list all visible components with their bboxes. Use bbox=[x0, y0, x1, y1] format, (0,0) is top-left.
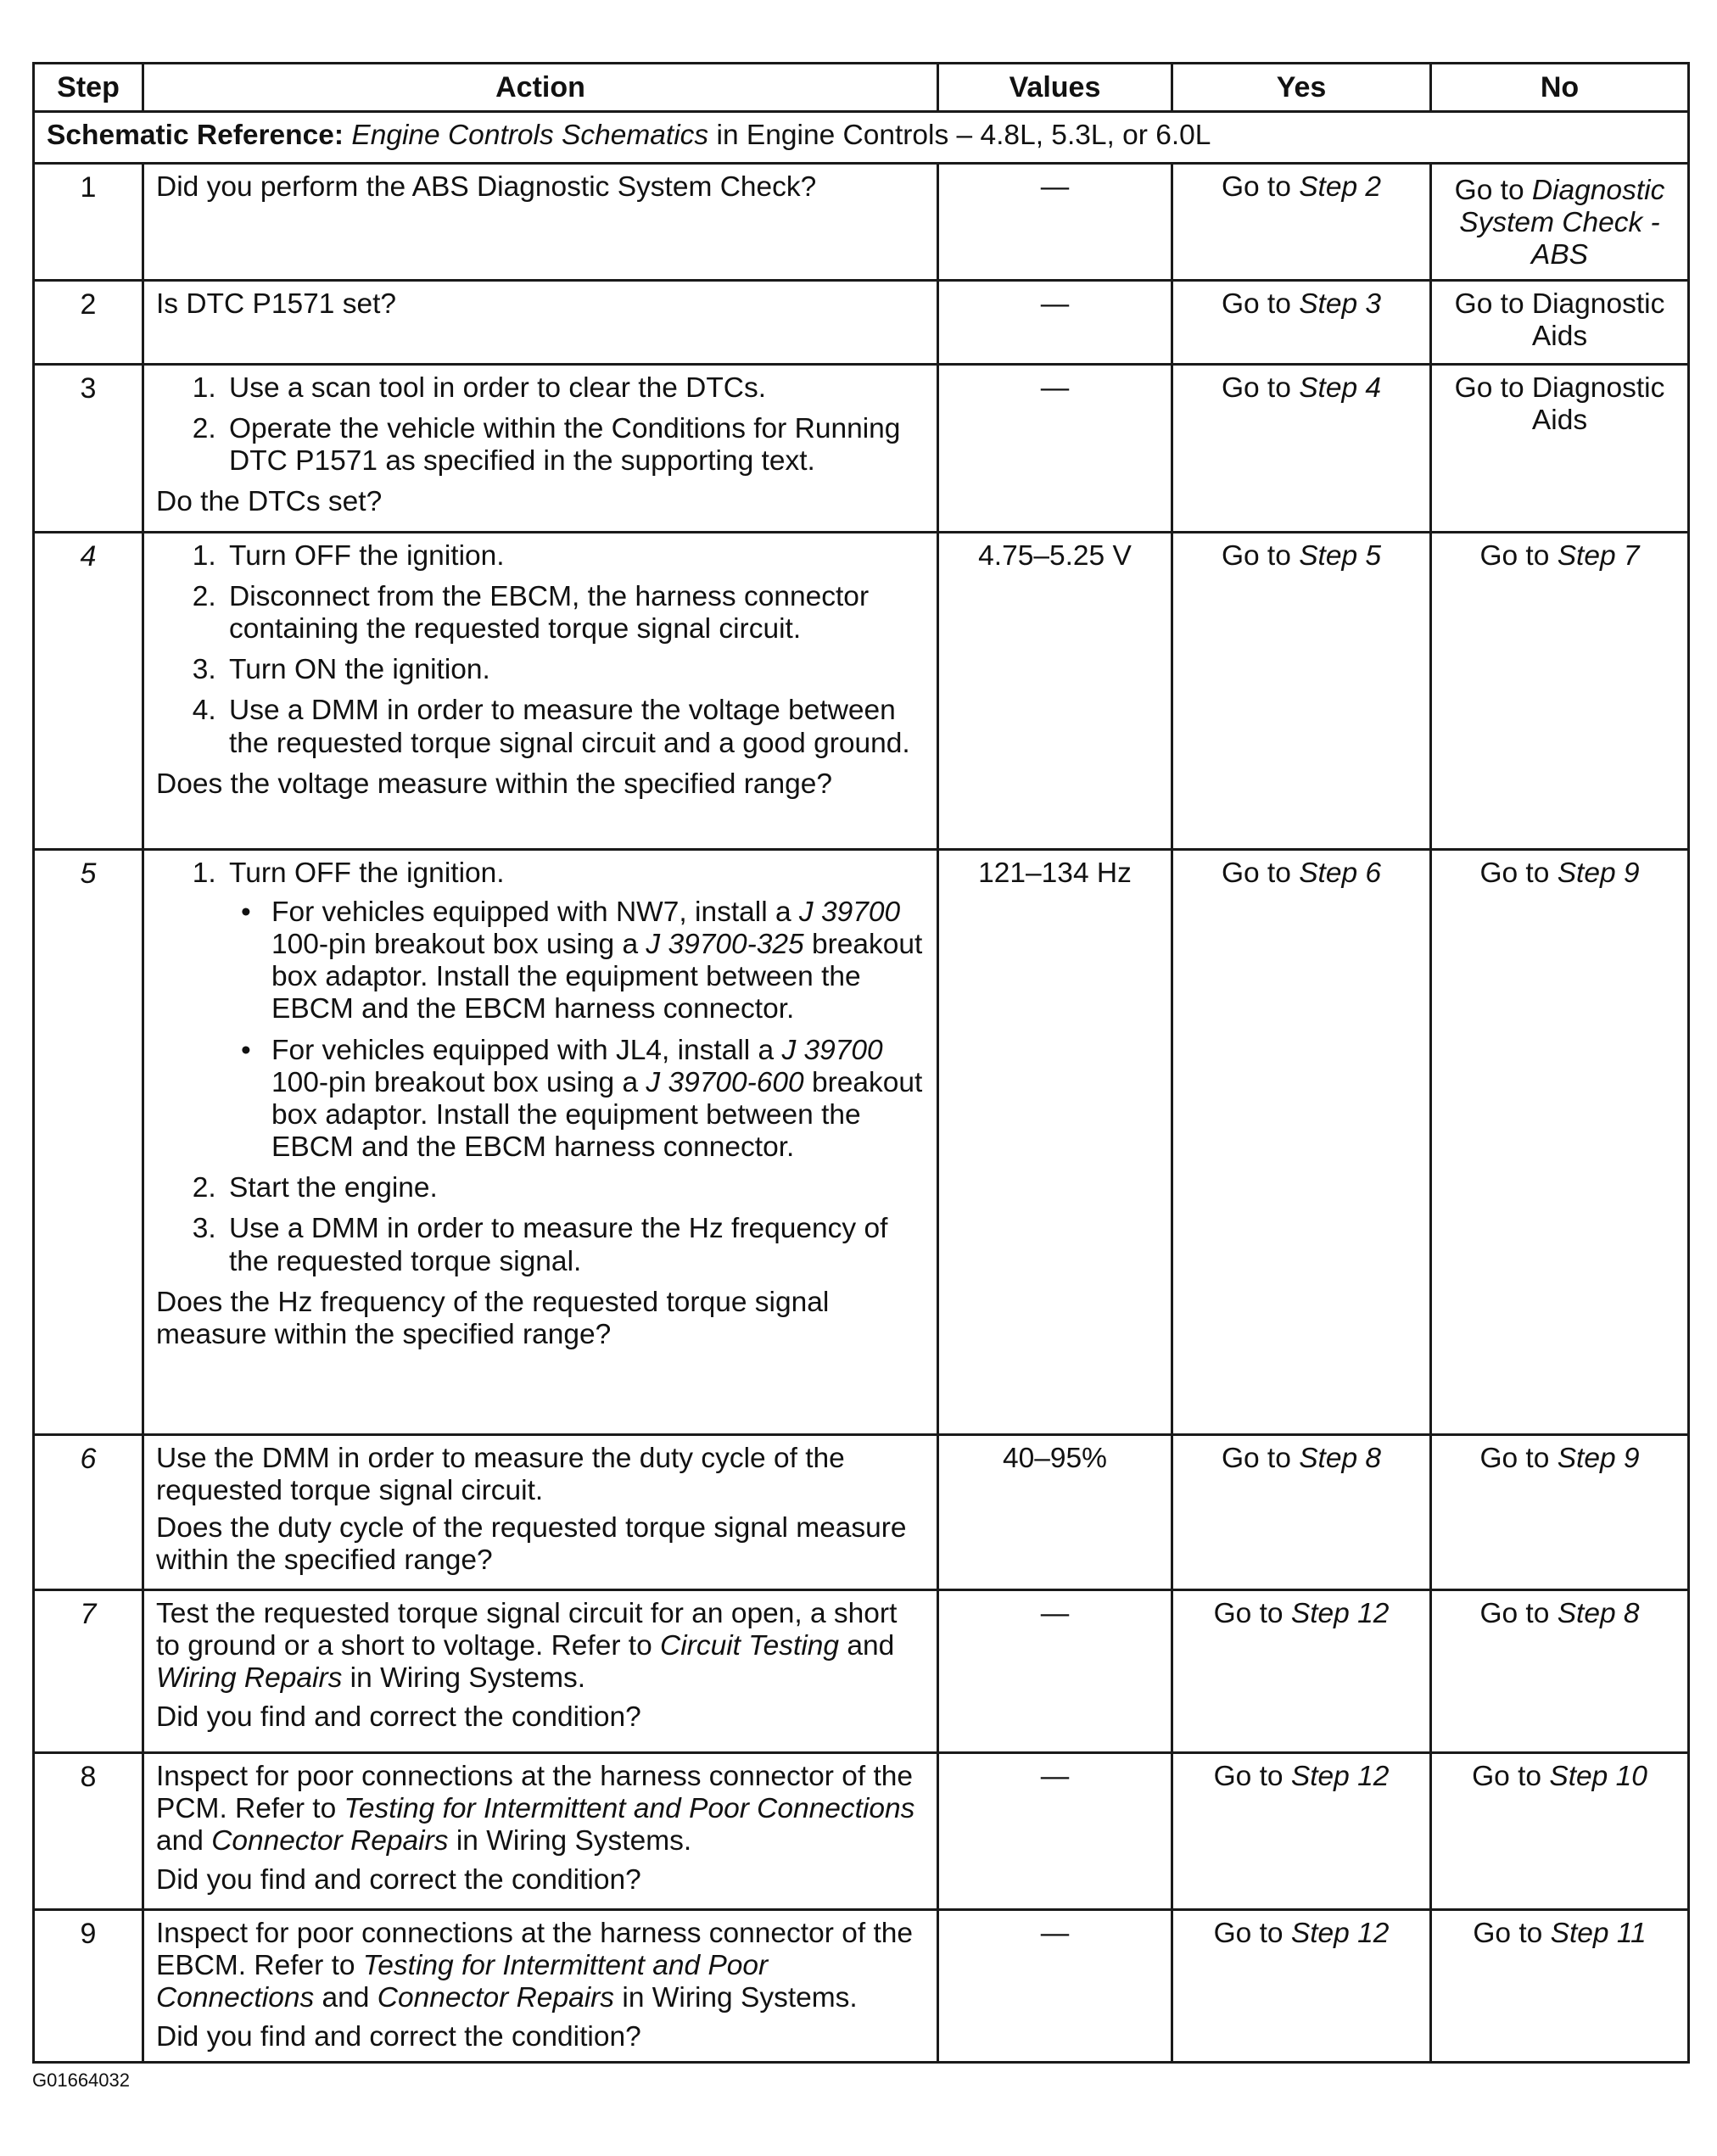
action-text-part: Test the requested torque signal circuit for an open, a short to ground or a short to voltage. Refer to bbox=[156, 1597, 898, 1662]
yes-cell[interactable] bbox=[1172, 532, 1431, 849]
action-cell bbox=[143, 1752, 938, 1909]
no-cell[interactable] bbox=[1431, 280, 1689, 364]
goto-text: Go to bbox=[1473, 1917, 1551, 1949]
adaptor-link[interactable]: J 39700-325 bbox=[646, 928, 804, 960]
header-values: Values bbox=[938, 64, 1172, 112]
yes-step-link[interactable]: Step 5 bbox=[1299, 539, 1382, 572]
no-diagnostic-aids[interactable]: Go to Diagnostic Aids bbox=[1454, 371, 1665, 436]
action-cell bbox=[143, 1589, 938, 1752]
no-step-link[interactable]: Step 8 bbox=[1557, 1597, 1640, 1629]
yes-cell[interactable] bbox=[1172, 849, 1431, 1434]
goto-text: Go to bbox=[1221, 371, 1300, 404]
action-text-part: Wiring Systems. bbox=[380, 1662, 586, 1694]
goto-text: Go to bbox=[1221, 1442, 1300, 1474]
value-cell: 40–95% bbox=[938, 1434, 1172, 1589]
action-text bbox=[156, 1918, 925, 2015]
yes-cell[interactable] bbox=[1172, 364, 1431, 532]
bullet-text: breakout box adaptor. Install the equipment between the EBCM and the EBCM harness connector. bbox=[271, 928, 923, 1025]
no-step-link[interactable]: Step 9 bbox=[1557, 857, 1640, 889]
schematic-label: Schematic Reference: bbox=[47, 120, 344, 151]
goto-text: Go to bbox=[1213, 1760, 1291, 1792]
schematic-mid: in bbox=[708, 120, 747, 151]
action-step: 2. Start the engine. bbox=[224, 1172, 925, 1204]
step-number: 5 bbox=[34, 849, 143, 1434]
step-number: 8 bbox=[34, 1752, 143, 1909]
wiring-repairs-link[interactable]: Wiring Repairs bbox=[156, 1662, 343, 1694]
adaptor-link[interactable]: J 39700-600 bbox=[646, 1066, 804, 1098]
no-step-link[interactable]: Step 9 bbox=[1557, 1442, 1640, 1474]
schematic-suffix: Engine Controls – 4.8L, 5.3L, or 6.0L bbox=[746, 120, 1211, 151]
yes-cell[interactable] bbox=[1172, 1909, 1431, 2062]
table-row bbox=[34, 849, 1689, 1434]
action-text-part: Wiring Systems. bbox=[652, 1981, 858, 2014]
value-cell: 4.75–5.25 V bbox=[938, 532, 1172, 849]
value-cell: — bbox=[938, 164, 1172, 281]
schematic-reference bbox=[34, 112, 1689, 164]
value-cell: — bbox=[938, 280, 1172, 364]
action-text-part: and bbox=[839, 1629, 895, 1662]
action-question: Did you perform the ABS Diagnostic System Check? bbox=[156, 171, 817, 203]
table-row bbox=[34, 364, 1689, 532]
action-cell bbox=[143, 164, 938, 281]
no-diagnostic-link[interactable]: Diagnostic System Check - ABS bbox=[1459, 175, 1665, 271]
goto-text: Go to bbox=[1472, 1760, 1550, 1792]
goto-text: Go to bbox=[1479, 1442, 1558, 1474]
no-cell[interactable] bbox=[1431, 1909, 1689, 2062]
action-text: Use the DMM in order to measure the duty cycle of the requested torque signal circuit. bbox=[156, 1442, 845, 1506]
action-cell bbox=[143, 1434, 938, 1589]
goto-text: Go to bbox=[1221, 288, 1300, 320]
connector-repairs-link[interactable]: Connector Repairs bbox=[211, 1824, 449, 1857]
goto-text: Go to bbox=[1213, 1597, 1291, 1629]
yes-step-link[interactable]: Step 2 bbox=[1299, 171, 1382, 203]
action-cell bbox=[143, 532, 938, 849]
action-step bbox=[224, 857, 925, 1165]
bullet-text: For vehicles equipped with JL4, install a bbox=[271, 1034, 782, 1066]
action-step: 3. Use a DMM in order to measure the Hz frequency of the requested torque signal. bbox=[224, 1213, 925, 1277]
value-cell: — bbox=[938, 1589, 1172, 1752]
action-steps bbox=[156, 857, 925, 1278]
bullet-text: breakout box adaptor. Install the equipment between the EBCM and the EBCM harness connector. bbox=[271, 1066, 923, 1164]
action-question: Is DTC P1571 set? bbox=[156, 288, 397, 320]
connector-repairs-link[interactable]: Connector Repairs bbox=[377, 1981, 615, 2014]
action-steps bbox=[156, 540, 925, 760]
action-question: Does the voltage measure within the specified range? bbox=[156, 768, 833, 800]
figure-id: G01664032 bbox=[32, 2069, 130, 2091]
no-step-link[interactable]: Step 10 bbox=[1549, 1760, 1647, 1792]
step-number: 3 bbox=[34, 364, 143, 532]
no-cell[interactable] bbox=[1431, 364, 1689, 532]
action-question: Do the DTCs set? bbox=[156, 486, 383, 518]
action-step: 2. Operate the vehicle within the Conditions for Running DTC P1571 as specified in the supporting text. bbox=[224, 413, 925, 478]
action-text-part: in bbox=[448, 1824, 487, 1857]
action-text-part: and bbox=[156, 1824, 212, 1857]
no-cell[interactable] bbox=[1431, 1589, 1689, 1752]
action-step: 3. Turn ON the ignition. bbox=[224, 654, 925, 686]
tool-link[interactable]: J 39700 bbox=[781, 1034, 883, 1066]
schematic-link[interactable]: Engine Controls Schematics bbox=[351, 120, 709, 151]
yes-step-link[interactable]: Step 12 bbox=[1290, 1760, 1390, 1792]
action-text-part: and bbox=[314, 1981, 378, 2014]
yes-cell[interactable] bbox=[1172, 164, 1431, 281]
action-step-text: Turn OFF the ignition. bbox=[229, 857, 505, 889]
step-number: 6 bbox=[34, 1434, 143, 1589]
action-step: 4. Use a DMM in order to measure the voltage between the requested torque signal circuit and a good ground. bbox=[224, 695, 925, 759]
action-bullets bbox=[229, 896, 925, 1165]
action-cell bbox=[143, 849, 938, 1434]
action-text-part: Inspect for poor connections at the harness connector of the PCM. Refer to bbox=[156, 1760, 914, 1824]
bullet-text: 100-pin breakout box using a bbox=[271, 1066, 646, 1098]
no-cell[interactable] bbox=[1431, 532, 1689, 849]
action-question: Does the Hz frequency of the requested torque signal measure within the specified range? bbox=[156, 1286, 830, 1350]
goto-text: Go to bbox=[1479, 1597, 1558, 1629]
no-step-link[interactable]: Step 11 bbox=[1550, 1917, 1647, 1949]
bullet-text: 100-pin breakout box using a bbox=[271, 928, 646, 960]
goto-text: Go to bbox=[1221, 857, 1300, 889]
step-number: 9 bbox=[34, 1909, 143, 2062]
action-text bbox=[156, 1761, 925, 1858]
intermittent-testing-link[interactable]: Testing for Intermittent and Poor Connections bbox=[344, 1792, 915, 1824]
action-question: Does the duty cycle of the requested torque signal measure within the specified range? bbox=[156, 1511, 907, 1577]
action-question: Did you find and correct the condition? bbox=[156, 1701, 641, 1734]
action-steps bbox=[156, 372, 925, 478]
action-cell bbox=[143, 1909, 938, 2062]
bullet-item bbox=[266, 1035, 925, 1165]
goto-text: Go to bbox=[1479, 539, 1558, 572]
action-text-part: in bbox=[614, 1981, 652, 2014]
yes-cell[interactable] bbox=[1172, 1434, 1431, 1589]
intermittent-testing-link[interactable]: Testing for Intermittent and Poor Connections bbox=[156, 1949, 769, 2014]
action-text-part: Inspect for poor connections at the harness connector of the EBCM. Refer to bbox=[156, 1917, 914, 1981]
header-action: Action bbox=[143, 64, 938, 112]
goto-text: Go to bbox=[1454, 175, 1532, 206]
circuit-testing-link[interactable]: Circuit Testing bbox=[660, 1629, 840, 1662]
table-row bbox=[34, 164, 1689, 281]
yes-step-link[interactable]: Step 4 bbox=[1299, 371, 1382, 404]
action-cell bbox=[143, 364, 938, 532]
yes-step-link[interactable]: Step 12 bbox=[1290, 1597, 1390, 1629]
step-number: 1 bbox=[34, 164, 143, 281]
table-row bbox=[34, 1589, 1689, 1752]
yes-step-link[interactable]: Step 8 bbox=[1299, 1442, 1382, 1474]
header-row bbox=[34, 64, 1689, 112]
header-no: No bbox=[1431, 64, 1689, 112]
header-yes: Yes bbox=[1172, 64, 1431, 112]
action-text bbox=[156, 1598, 925, 1695]
bullet-item bbox=[266, 896, 925, 1026]
action-step: 1. Use a scan tool in order to clear the DTCs. bbox=[224, 372, 925, 405]
yes-cell[interactable] bbox=[1172, 280, 1431, 364]
yes-step-link[interactable]: Step 6 bbox=[1299, 857, 1382, 889]
yes-step-link[interactable]: Step 3 bbox=[1299, 288, 1382, 320]
no-cell[interactable] bbox=[1431, 1434, 1689, 1589]
table-row bbox=[34, 1752, 1689, 1909]
action-text-part: in bbox=[342, 1662, 381, 1694]
value-cell: — bbox=[938, 364, 1172, 532]
step-number: 4 bbox=[34, 532, 143, 849]
action-question: Did you find and correct the condition? bbox=[156, 1864, 641, 1896]
action-step: 2. Disconnect from the EBCM, the harness connector containing the requested torque signal circuit. bbox=[224, 581, 925, 645]
diagnostic-table bbox=[32, 62, 1690, 2064]
value-cell: 121–134 Hz bbox=[938, 849, 1172, 1434]
no-diagnostic-aids[interactable]: Go to Diagnostic Aids bbox=[1454, 288, 1665, 352]
yes-cell[interactable] bbox=[1172, 1589, 1431, 1752]
step-number: 2 bbox=[34, 280, 143, 364]
table-row bbox=[34, 1909, 1689, 2062]
table-row bbox=[34, 1434, 1689, 1589]
goto-text: Go to bbox=[1479, 857, 1558, 889]
header-step: Step bbox=[34, 64, 143, 112]
table-row bbox=[34, 280, 1689, 364]
step-number: 7 bbox=[34, 1589, 143, 1752]
yes-step-link[interactable]: Step 12 bbox=[1290, 1917, 1390, 1949]
action-question: Did you find and correct the condition? bbox=[156, 2021, 641, 2053]
yes-cell[interactable] bbox=[1172, 1752, 1431, 1909]
tool-link[interactable]: J 39700 bbox=[798, 896, 901, 928]
no-step-link[interactable]: Step 7 bbox=[1557, 539, 1640, 572]
goto-text: Go to bbox=[1213, 1917, 1291, 1949]
action-text-part: Wiring Systems. bbox=[486, 1824, 692, 1857]
bullet-text: For vehicles equipped with NW7, install a bbox=[271, 896, 799, 928]
action-step: 1. Turn OFF the ignition. bbox=[224, 540, 925, 573]
no-cell[interactable] bbox=[1431, 849, 1689, 1434]
table-row bbox=[34, 532, 1689, 849]
goto-text: Go to bbox=[1221, 171, 1300, 203]
schematic-reference-row bbox=[34, 112, 1689, 164]
no-cell[interactable] bbox=[1431, 1752, 1689, 1909]
value-cell: — bbox=[938, 1752, 1172, 1909]
goto-text: Go to bbox=[1221, 539, 1300, 572]
action-cell bbox=[143, 280, 938, 364]
value-cell: — bbox=[938, 1909, 1172, 2062]
no-cell[interactable] bbox=[1431, 164, 1689, 281]
